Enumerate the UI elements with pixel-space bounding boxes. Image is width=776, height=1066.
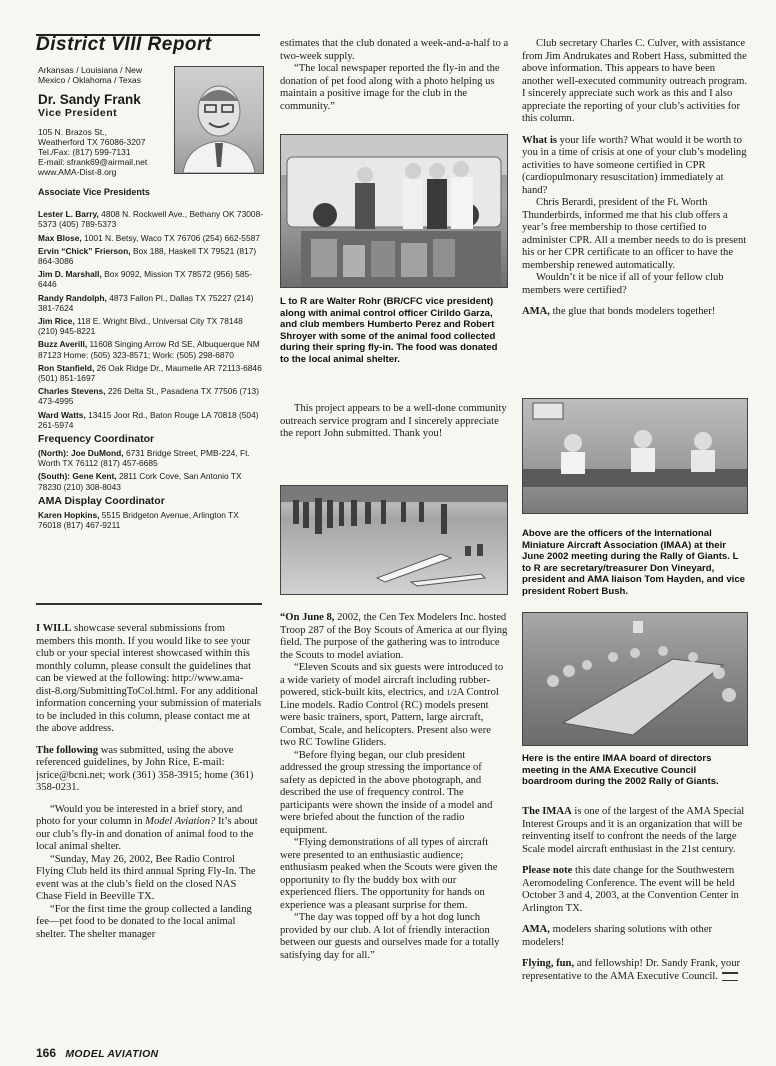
paragraph	[522, 306, 748, 319]
frequency-info: 2811 Cork Cove, San Antonio TX 78230 (210) 308-8043	[38, 471, 242, 492]
associate-entry	[38, 386, 264, 406]
associate-info: 118 E. Wright Blvd., Universal City TX 78148 (210) 945-8221	[38, 316, 243, 337]
display-heading: AMA Display Coordinator	[38, 494, 165, 507]
associate-name: Lester L. Barry,	[38, 209, 99, 220]
paragraph	[36, 623, 262, 736]
address-line: Tel./Fax: (817) 599-7131	[38, 147, 131, 157]
associate-info: 4873 Fallon Pl., Dallas TX 75227 (214) 381-7624	[38, 292, 254, 313]
paragraph: Club secretary Charles C. Culver, with assistance from Jim Andrukates and Robert Hass, submitted the above information. This appears to have been another well-executed community outreach program. I sincerely appreciate such work as this and I also appreciate the reporting of your club’s activities for this column.	[522, 38, 748, 124]
officers-illustration	[523, 399, 747, 513]
paragraph	[522, 135, 748, 198]
lead-in: What is	[522, 134, 558, 146]
paragraph-text: is one of the largest of the AMA Special Interest Groups and it is an organization that will be reinventing itself to confront the needs of the large Scale model aircraft enthusiast in the 21st century.	[522, 806, 745, 855]
address-line: 105 N. Brazos St.,	[38, 127, 107, 137]
fraction: 1/2	[446, 688, 457, 697]
paragraph-text: It’s about our club’s fly-in and donation of animal food to the local animal shelter.	[36, 816, 258, 852]
associate-entry	[38, 410, 264, 430]
report-title: District VIII Report	[36, 34, 212, 55]
boardroom-illustration	[523, 613, 747, 745]
paragraph	[36, 745, 262, 795]
lead-in: AMA,	[522, 306, 550, 317]
paragraph: Wouldn’t it be nice if all of your fellow club members were certified?	[522, 272, 724, 296]
associate-info: 1001 N. Betsy, Waco TX 76706 (254) 662-5587	[84, 232, 260, 243]
paragraph	[522, 865, 748, 915]
paragraph	[522, 806, 748, 856]
paragraph-text: your life worth? What would it be worth to you in a time of crisis at one of your club’s modeling activities to have someone certified in CPR (cardiopulmonary resuscitation) immediately at hand?	[522, 134, 747, 196]
paragraph: estimates that the club donated a week-and-a-half to a two-week supply.	[280, 38, 509, 62]
paragraph	[36, 804, 262, 854]
paragraph	[280, 612, 508, 662]
footer	[36, 1046, 336, 1060]
photo-caption: L to R are Walter Rohr (BR/CFC vice president) along with animal control officer Cirildo Garza, and club members Humberto Perez and Robert Shroyer with some of the animal food collected during their spring fly-in. The food was donated to the local animal shelter.	[280, 296, 498, 365]
pet-food-donation-photo	[280, 134, 508, 288]
associate-name: Ron Stanfield,	[38, 362, 95, 373]
associate-info: Box 188, Haskell TX 79521 (817) 864-3086	[38, 245, 257, 267]
paragraph: “The day was topped off by a hot dog lunch provided by our club. A lot of friendly interaction between our guests and ourselves made for a totally satisfying day for all.”	[280, 912, 500, 961]
associate-name: Charles Stevens,	[38, 386, 106, 397]
associate-name: Randy Randolph,	[38, 292, 107, 303]
lead-in: “On June 8,	[280, 612, 335, 623]
lead-in: Please note	[522, 865, 573, 876]
paragraph-text: and fellowship! Dr. Sandy Frank, your representative to the AMA Executive Council.	[522, 958, 741, 982]
email-link[interactable]: E-mail: sfrank69@airmail.net	[38, 157, 148, 167]
associate-info: 226 Delta St., Pasadena TX 77506 (713) 473-4995	[38, 386, 259, 407]
imaa-board-meeting-photo	[522, 612, 748, 746]
photo-caption: Here is the entire IMAA board of directors meeting in the AMA Executive Council boardroom during the 2002 Rally of Giants.	[522, 753, 719, 788]
paragraph: “Flying demonstrations of all types of aircraft were presented to an enthusiastic audience; enthusiasm peaked when the Scouts were given the opportunity to fly the buddy box with our experienced fliers. The opportunity for hands on experience was a pleasant surprise for them.	[280, 837, 498, 911]
paragraph-text: “Would you be interested in a brief story, and photo for your column in	[36, 803, 243, 827]
associate-name: Jim D. Marshall,	[38, 269, 102, 280]
display-info: 5515 Bridgeton Avenue, Arlington TX 76018 (817) 467-9211	[38, 509, 239, 531]
vp-title: Vice President	[38, 107, 118, 119]
frequency-entry	[38, 471, 264, 491]
paragraph	[522, 924, 748, 949]
frequency-entry	[38, 448, 264, 468]
paragraph: “Sunday, May 26, 2002, Bee Radio Control Flying Club held its third annual Spring Fly-In. The event was at the club’s field on the closed NAS Chase Field in Beeville TX.	[36, 853, 256, 902]
lead-in: AMA,	[522, 924, 550, 935]
display-name: Karen Hopkins,	[38, 509, 100, 520]
paragraph-text: was submitted, using the above referenced guidelines, by John Rice, E-mail: jsrice@bcni.net; work (361) 358-3915; home (361) 358-0231.	[36, 744, 254, 793]
associate-name: Buzz Averill,	[38, 339, 88, 350]
associate-info: 11608 Singing Arrow Rd SE, Albuquerque NM 87123 Home: (505) 323-8571; Work: (505) 298-6870	[38, 339, 260, 360]
paragraph: This project appears to be a well-done community outreach service program and I sincerely appreciate the report John submitted. Thank you!	[280, 403, 507, 439]
associate-entry	[38, 316, 264, 336]
paragraph-text: showcase several submissions from members this month. If you would like to see your club or your special interest showcased within this monthly column, please consult the guidelines that can be viewed at the following: http://www.ama-dist-8.org/SubmittingToCol.html. For any additional information concerning your submission of materials to be included in this column, please contact me at the above address.	[36, 623, 262, 734]
field-scene-illustration	[281, 486, 507, 594]
column-2-mid-text	[280, 403, 508, 441]
associate-entry	[38, 269, 264, 289]
header-divider	[36, 603, 262, 605]
lead-in: The following	[36, 744, 99, 756]
column-3-bottom-text	[522, 806, 748, 983]
paragraph-text: the glue that bonds modelers together!	[549, 306, 716, 317]
ama-logo-icon	[722, 972, 738, 981]
associate-entry	[38, 246, 264, 266]
associate-info: 13415 Joor Rd., Baton Rouge LA 70818 (504) 261-5974	[38, 409, 259, 430]
associate-entry	[38, 339, 264, 359]
display-entry	[38, 510, 264, 530]
paragraph-text: “Eleven Scouts and six guests were introduced to a wide variety of model aircraft including rubber-powered, stick-built kits, electrics, and	[280, 662, 504, 698]
boy-scouts-flying-field-photo	[280, 485, 508, 595]
associate-name: Max Blose,	[38, 232, 82, 243]
paragraph	[280, 662, 508, 750]
associate-info: Box 9092, Mission TX 78572 (956) 585-6446	[38, 269, 252, 290]
associates-heading: Associate Vice Presidents	[38, 187, 150, 197]
associate-name: Ward Watts,	[38, 409, 86, 420]
truck-scene-illustration	[281, 135, 507, 287]
associate-info: 4808 N. Rockwell Ave., Bethany OK 73008-5373 (405) 789-5373	[38, 209, 264, 230]
associate-entry	[38, 363, 264, 383]
magazine-title-italic: Model Aviation?	[145, 816, 216, 827]
region-states: Arkansas / Louisiana / New Mexico / Oklahoma / Texas	[38, 65, 143, 85]
vp-address	[38, 127, 178, 177]
address-line: Weatherford TX 76086-3207	[38, 137, 146, 147]
associate-entry	[38, 293, 264, 313]
associate-name: Jim Rice,	[38, 316, 75, 327]
portrait-illustration	[175, 67, 263, 173]
paragraph	[522, 958, 748, 983]
associate-entry	[38, 209, 264, 229]
photo-caption: Above are the officers of the International Miniature Aircraft Association (IMAA) at their June 2002 meeting during the Rally of Giants. L to R are secretary/treasurer Don Vineyard, president and AMA liaison Tom Hayden, and vice president Robert Bush.	[522, 528, 746, 597]
column-2-top-text	[280, 38, 510, 113]
frequency-info: 6731 Bridge Street, PMB-224, Ft. Worth TX 76112 (817) 457-6685	[38, 448, 250, 469]
paragraph: “The local newspaper reported the fly-in and the donation of pet food along with a photo helping us maintain a positive image for the club in the community.”	[280, 63, 500, 112]
frequency-name: (North): Joe DuMond,	[38, 448, 124, 459]
paragraph: “For the first time the group collected a landing fee—pet food to be donated to the local animal shelter. The shelter manager	[36, 903, 252, 940]
frequency-name: (South): Gene Kent,	[38, 471, 117, 482]
associate-info: 26 Oak Ridge Dr., Maumelle AR 72113-6846 (501) 851-1697	[38, 362, 262, 384]
paragraph-text: this date change for the Southwestern Aeromodeling Conference. The event will be held October 3 and 4, 2003, at the Convention Center in Arlington TX.	[522, 865, 739, 914]
associate-entry	[38, 233, 264, 243]
page-number: 166	[36, 1046, 57, 1060]
vp-name: Dr. Sandy Frank	[38, 92, 141, 107]
associate-name: Ervin “Chick” Frierson,	[38, 245, 131, 256]
paragraph: Chris Berardi, president of the Ft. Worth Thunderbirds, informed me that his club offers a year’s free membership to those certified to administer CPR. All a member needs to do is present his or her CPR certificate to an officer to have the membership renewed automatically.	[522, 197, 747, 271]
paragraph-text: 2002, the Cen Tex Modelers Inc. hosted Troop 287 of the Boy Scouts of America at our flying field. The purpose of the gathering was to introduce the Scouts to model aviation.	[280, 612, 508, 661]
frequency-heading: Frequency Coordinator	[38, 433, 155, 446]
column-2-bottom-text	[280, 612, 508, 1032]
imaa-officers-photo	[522, 398, 748, 514]
lead-in: Flying, fun,	[522, 958, 575, 969]
magazine-name: MODEL AVIATION	[65, 1048, 159, 1060]
paragraph-text: modelers sharing solutions with other modelers!	[522, 924, 713, 948]
paragraph-text: A Control Line models. Radio Control (RC) models present were basic trainers, sport, Pattern, large aircraft, Combat, Scale, and helicopters. Present also were two RC Towline Gliders.	[280, 687, 499, 748]
paragraph: “Before flying began, our club president addressed the group stressing the importance of safety as depicted in the above photograph, and described the use of frequency control. The participants were shown the inside of a model and were briefed about the function of the radio equipment.	[280, 749, 493, 836]
vp-portrait-photo	[174, 66, 264, 174]
website-link[interactable]: www.AMA-Dist-8.org	[38, 167, 117, 177]
lead-in: I WILL	[36, 623, 72, 634]
associate-vps-list	[38, 187, 264, 530]
column-1-text	[36, 623, 262, 1025]
column-3-top-text	[522, 38, 748, 319]
lead-in: The IMAA	[522, 806, 572, 817]
